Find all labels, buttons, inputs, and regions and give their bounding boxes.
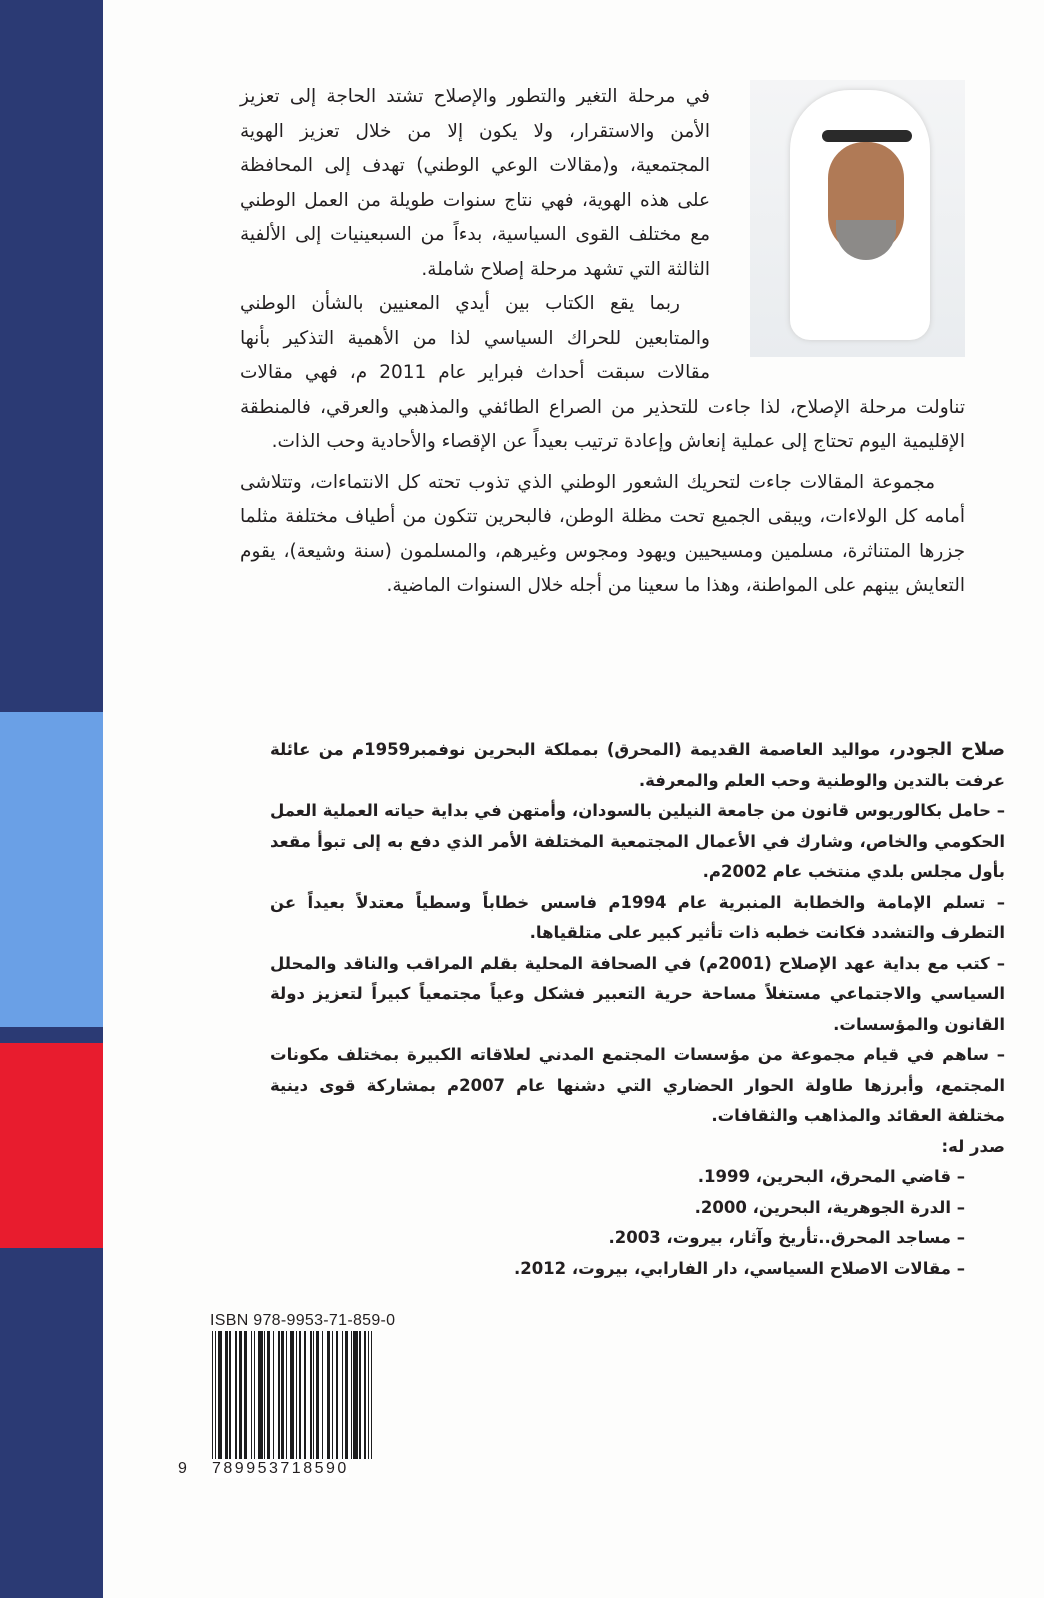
work-item: – مقالات الاصلاح السياسي، دار الفارابي، بيروت، 2012. bbox=[513, 1258, 965, 1278]
barcode-first-digit: 9 bbox=[178, 1460, 187, 1477]
red-band bbox=[0, 1043, 103, 1248]
barcode-bar bbox=[371, 1331, 372, 1459]
works-heading: صدر له: bbox=[941, 1136, 1005, 1156]
barcode-digits: 789953718590 bbox=[212, 1460, 349, 1477]
author-bio bbox=[270, 735, 1005, 1284]
intro-paragraph-1: في مرحلة التغير والتطور والإصلاح تشتد الحاجة إلى تعزيز الأمن والاستقرار، ولا يكون إلا من خلال تعزيز الهوية المجتمعية، و(مقالات الوعي الوطني) تهدف إلى المحافظة على هذه الهوية، فهي نتاج سنوات طويلة من العمل الوطني مع مختلف القوى السياسية، بدءاً من السبعينيات إلى الألفية الثالثة التي تشهد مرحلة إصلاح شاملة. bbox=[240, 86, 710, 280]
bio-paragraph-4: – كتب مع بداية عهد الإصلاح (2001م) في الصحافة المحلية بقلم المراقب والناقد والمحلل السياسي والاجتماعي مستغلاً مساحة حرية التعبير فشكل وعياً مجتمعياً كبيراً لتعزيز دولة القانون والمؤسسات. bbox=[270, 953, 1005, 1034]
intro-paragraph-2: ربما يقع الكتاب بين أيدي المعنيين بالشأن الوطني والمتابعين للحراك السياسي لذا من الأهمية التذكير بأنها مقالات سبقت أحداث فبراير عام 2011 م، فهي مقالات تناولت مرحلة الإصلاح، لذا جاءت للتحذير من الصراع الطائفي والمذهبي والعرقي، فالمنطقة الإقليمية اليوم تحتاج إلى عملية إنعاش وإعادة ترتيب بعيداً عن الإقصاء والأحادية وحب الذات. bbox=[240, 293, 965, 452]
bio-paragraph-5: – ساهم في قيام مجموعة من مؤسسات المجتمع المدني لعلاقاته الكبيرة بمختلف مكونات المجتمع، وأبرزها طاولة الحوار الحضاري التي دشنها عام 2007م بمشاركة قوى دينية مختلفة العقائد والمذاهب والثقافات. bbox=[270, 1045, 1005, 1125]
work-item: – الدرة الجوهرية، البحرين، 2000. bbox=[694, 1197, 965, 1217]
bio-paragraph-3: – تسلم الإمامة والخطابة المنبرية عام 1994م فاسس خطاباً وسطياً معتدلاً بعيداً عن التطرف والتشدد فكانت خطبه ذات تأثير كبير على متلقياها. bbox=[270, 892, 1005, 942]
work-item: – قاضي المحرق، البحرين، 1999. bbox=[697, 1167, 965, 1186]
bio-paragraph-1: مواليد العاصمة القديمة (المحرق) بمملكة البحرين نوفمبر1959م من عائلة عرفت بالتدين والوطنية وحب العلم والمعرفة. bbox=[270, 740, 1005, 790]
barcode bbox=[212, 1331, 418, 1459]
blue-band bbox=[0, 712, 103, 1027]
work-item: – مساجد المحرق..تأريخ وآثار، بيروت، 2003. bbox=[608, 1228, 965, 1247]
bio-paragraph-2: – حامل بكالوريوس قانون من جامعة النيلين بالسودان، وأمتهن في بداية حياته العملية العمل الحكومي والخاص، وشارك في الأعمال المجتمعية المختلفة الأمر الذي دفع به إلى تبوأ مقعد بأول مجلس بلدي منتخب عام 2002م. bbox=[270, 801, 1005, 881]
author-name: صلاح الجودر، bbox=[888, 739, 1005, 760]
isbn-label: ISBN 978-9953-71-859-0 bbox=[210, 1312, 396, 1329]
intro-paragraph-3: مجموعة المقالات جاءت لتحريك الشعور الوطني الذي تذوب تحته كل الانتماءات، وتتلاشى أمامه كل الولاءات، ويبقى الجميع تحت مظلة الوطن، فالبحرين تتكون من أطياف مختلفة مثلما جزرها المتناثرة، مسلمين ومسيحيين ويهود ومجوس وغيرهم، والمسلمون (سنة وشيعة)، يقوم التعايش بينهم على المواطنة، وهذا ما سعينا من أجله خلال السنوات الماضية. bbox=[240, 471, 965, 596]
intro-text bbox=[240, 80, 965, 604]
works-list bbox=[270, 1162, 965, 1284]
author-photo bbox=[750, 80, 965, 357]
